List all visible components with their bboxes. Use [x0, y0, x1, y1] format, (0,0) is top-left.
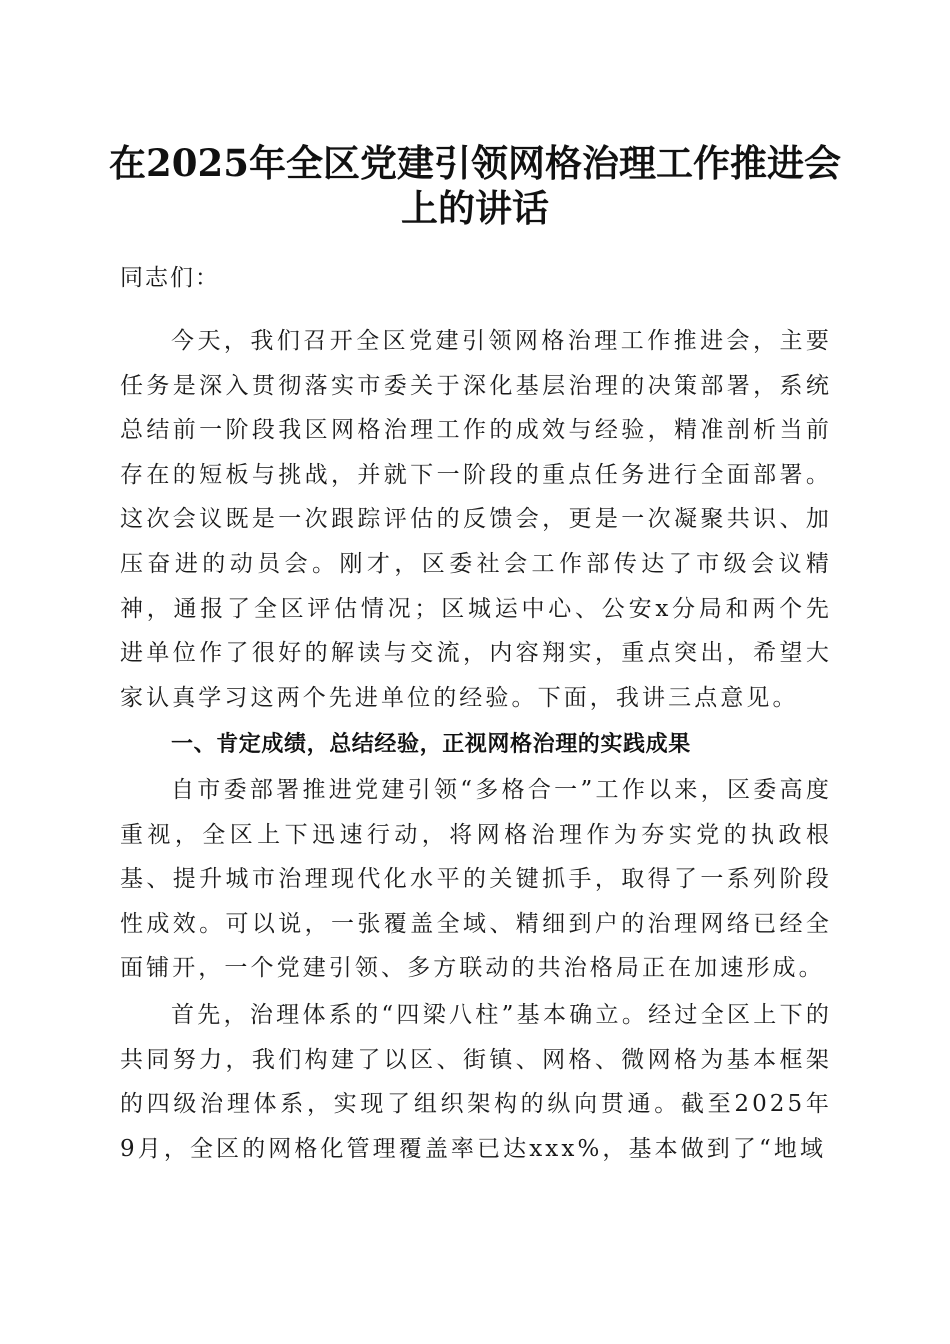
salutation: 同志们： — [120, 265, 220, 291]
paragraph-intro: 今天，我们召开全区党建引领网格治理工作推进会，主要任务是深入贯彻落实市委关于深化基层治理的决策部署，系统总结前一阶段我区网格治理工作的成效与经验，精准剖析当前存在的短板与挑战，并就下一阶段的重点任务进行全面部署。这次会议既是一次跟踪评估的反馈会，更是一次凝聚共识、加压奋进的动员会。刚才，区委社会工作部传达了市级会议精神，通报了全区评估情况；区城运中心、公安x分局和两个先进单位作了很好的解读与交流，内容翔实，重点突出，希望大家认真学习这两个先进单位的经验。下面，我讲三点意见。 — [120, 328, 832, 711]
document-title-line-1: 在2025年全区党建引领网格治理工作推进会 — [109, 141, 841, 185]
section-heading-1: 一、肯定成绩，总结经验，正视网格治理的实践成果 — [171, 732, 691, 757]
paragraph-achievements: 自市委部署推进党建引领“多格合一”工作以来，区委高度重视，全区上下迅速行动，将网格治理作为夯实党的执政根基、提升城市治理现代化水平的关键抓手，取得了一系列阶段性成效。可以说，一张覆盖全域、精细到户的治理网络已经全面铺开，一个党建引领、多方联动的共治格局正在加速形成。 — [120, 777, 832, 982]
document-title-line-2: 上的讲话 — [401, 186, 549, 230]
paragraph-governance-system: 首先，治理体系的“四梁八柱”基本确立。经过全区上下的共同努力，我们构建了以区、街镇、网格、微网格为基本框架的四级治理体系，实现了组织架构的纵向贯通。截至2025年9月，全区的网格化管理覆盖率已达xxx%，基本做到了“地域 — [120, 1002, 832, 1162]
